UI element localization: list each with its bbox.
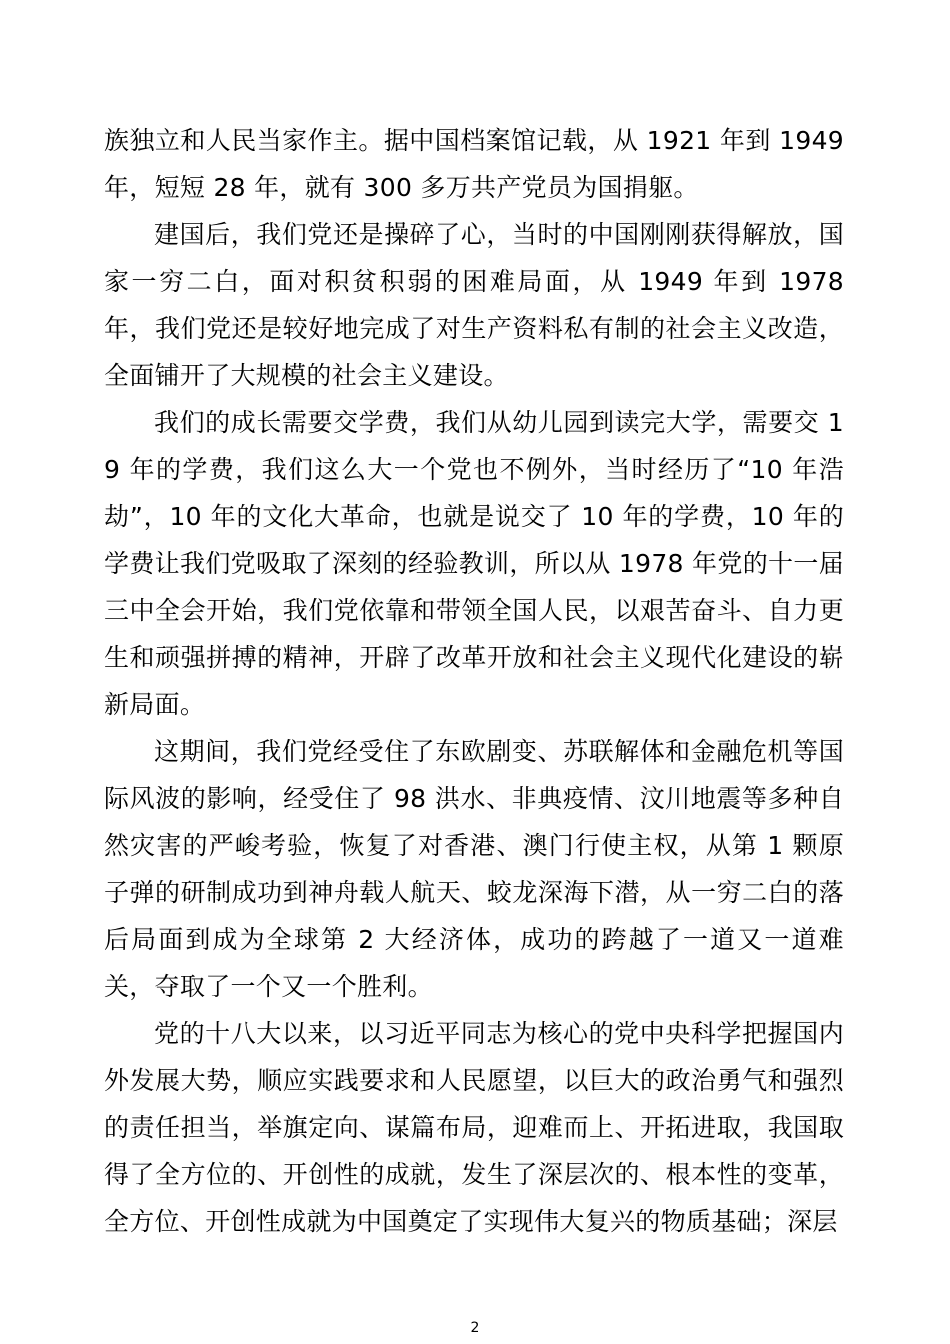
page-number: 2 xyxy=(470,1320,480,1336)
paragraph-5: 党的十八大以来，以习近平同志为核心的党中央科学把握国内外发展大势，顺应实践要求和人民愿望，以巨大的政治勇气和强烈的责任担当，举旗定向、谋篇布局，迎难而上、开拓进取，我国取得了全方位的、开创性的成就，发生了深层次的、根本性的变革，全方位、开创性成就为中国奠定了实现伟大复兴的物质基础；深层 xyxy=(104,1019,844,1236)
paragraph-1: 族独立和人民当家作主。据中国档案馆记载，从 1921 年到 1949 年，短短 28 年，就有 300 多万共产党员为国捐躯。 xyxy=(104,126,844,202)
paragraph-2: 建国后，我们党还是操碎了心，当时的中国刚刚获得解放，国家一穷二白，面对积贫积弱的困难局面，从 1949 年到 1978 年，我们党还是较好地完成了对生产资料私有制的社会主义改造，全面铺开了大规模的社会主义建设。 xyxy=(104,220,844,390)
document-body xyxy=(104,117,844,1245)
paragraph-4: 这期间，我们党经受住了东欧剧变、苏联解体和金融危机等国际风波的影响，经受住了 98 洪水、非典疫情、汶川地震等多种自然灾害的严峻考验，恢复了对香港、澳门行使主权，从第 1 颗原子弹的研制成功到神舟载人航天、蛟龙深海下潜，从一穷二白的落后局面到成为全球第 2 大经济体，成功的跨越了一道又一道难关，夺取了一个又一个胜利。 xyxy=(104,737,844,1001)
paragraph-3: 我们的成长需要交学费，我们从幼儿园到读完大学，需要交 19 年的学费，我们这么大一个党也不例外，当时经历了“10 年浩劫”，10 年的文化大革命，也就是说交了 10 年的学费，10 年的学费让我们党吸取了深刻的经验教训，所以从 1978 年党的十一届三中全会开始，我们党依靠和带领全国人民，以艰苦奋斗、自力更生和顽强拼搏的精神，开辟了改革开放和社会主义现代化建设的崭新局面。 xyxy=(104,408,844,719)
